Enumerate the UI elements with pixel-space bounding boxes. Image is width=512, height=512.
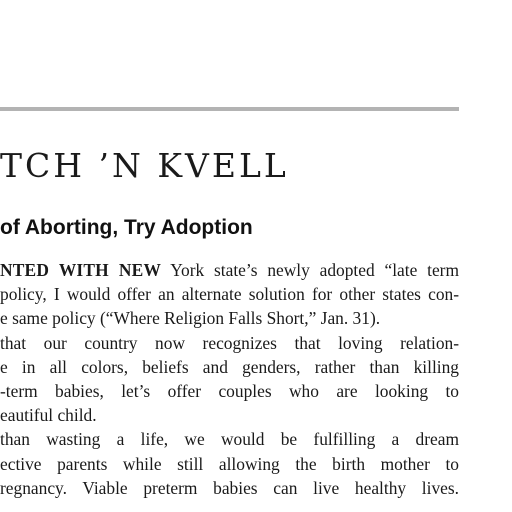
body-line: e same policy (“Where Religion Falls Short,” Jan. 31). <box>0 308 381 329</box>
body-line: policy, I would offer an alternate solution for other states con- <box>0 284 459 305</box>
section-divider-rule <box>0 107 459 111</box>
body-line: -term babies, let’s offer couples who are looking to <box>0 381 459 402</box>
body-line: eautiful child. <box>0 405 97 426</box>
lead-in-text: NTED WITH NEW <box>0 260 162 280</box>
body-line: that our country now recognizes that loving relation- <box>0 332 459 353</box>
letter-headline: of Aborting, Try Adoption <box>0 216 253 239</box>
body-line: ective parents while still allowing the birth mother to <box>0 453 459 474</box>
body-line: regnancy. Viable preterm babies can live healthy lives. <box>0 477 459 498</box>
body-line: than wasting a life, we would be fulfilling a dream <box>0 429 459 450</box>
letter-body <box>0 258 459 500</box>
body-line-text: York state’s newly adopted “late term <box>161 260 459 280</box>
body-line <box>0 258 459 282</box>
body-line: e in all colors, beliefs and genders, rather than killing <box>0 356 459 377</box>
section-title: TCH ’N KVELL <box>0 146 289 185</box>
